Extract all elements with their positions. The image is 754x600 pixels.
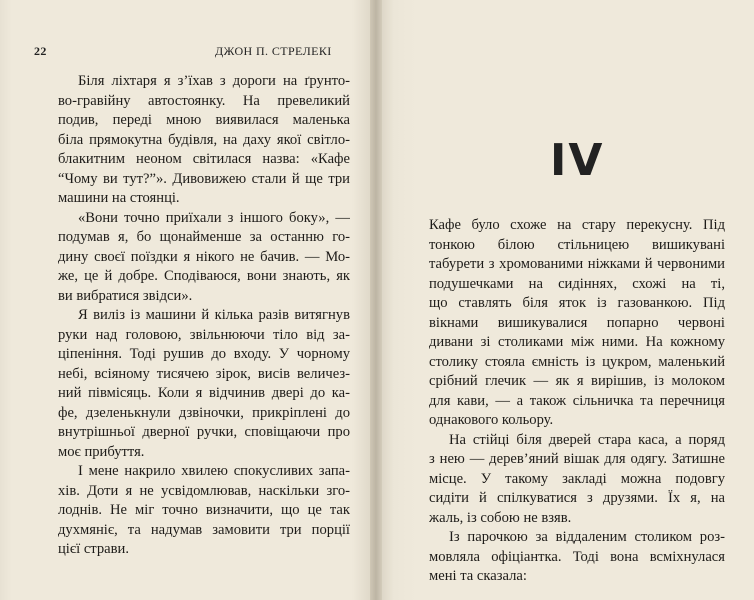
text-line: біла прямокутна будівля, на даху якої світло- [58, 131, 350, 148]
text-line: хів. Доти я не усвідомлював, наскільки зго- [58, 482, 350, 499]
text-line: “Чому ви тут?”». Дивовижею стали й ще три [58, 170, 350, 187]
text-line: руки над головою, звільнюючи тіло від за- [58, 326, 350, 343]
text-line: Біля ліхтаря я з’їхав з дороги на ґрунто- [78, 73, 350, 89]
running-head-author: ДЖОН П. СТРЕЛЕКІ [215, 44, 332, 58]
left-page-text [58, 72, 350, 560]
right-page [376, 0, 754, 600]
text-line: же, це й добре. Сподіваюся, вони знають, як [58, 268, 350, 284]
right-page-text [429, 216, 725, 587]
book-gutter [370, 0, 382, 600]
text-line: «Вони точно приїхали з іншого боку», — [78, 209, 350, 226]
text-line: На стійці біля дверей стара каса, а поряд [449, 431, 725, 448]
text-line: во-гравійну автостоянку. На превеликий [58, 92, 350, 109]
text-line: мені та сказала: [429, 568, 527, 584]
text-line: місце. У такому закладі можна подовгу [429, 470, 725, 487]
text-line: ціпеніння. Тоді рушив до входу. У чорному [58, 346, 350, 362]
text-line: срібний глечик — як я вирішив, із молоком [429, 373, 725, 389]
chapter-number: IV [550, 135, 605, 186]
text-line: Із парочкою за віддаленим столиком роз- [449, 529, 725, 545]
text-line: Кафе було схоже на стару перекусну. Під [429, 217, 725, 233]
text-line: небі, всіяному тисячею зірок, висів величез- [58, 365, 350, 382]
text-line: лоднів. Не міг точно визначити, що це так [58, 502, 350, 518]
text-line: цієї страви. [58, 541, 129, 557]
text-line: моє прибуття. [58, 443, 145, 460]
text-line: вікнами вишикувалися попарно червоні [429, 314, 725, 331]
text-line: з нею — дерев’яний вішак для одягу. Затишне [429, 451, 725, 467]
text-line: ви вибратися звідси». [58, 287, 193, 304]
text-line: дину своєї поїздки я нікого не бачив. — Мо- [58, 248, 350, 265]
text-line: для кави, — а також сільничка та перечниця [429, 392, 725, 409]
text-line: тонкою білою стільницею вишикувані [429, 236, 725, 253]
text-line: фе, дзеленькнули дзвіночки, прикріплені до [58, 404, 350, 421]
text-line: сидіти й спілкуватися з друзями. Їх я, на [429, 490, 725, 506]
text-line: табурети з хромованими ніжками й червоними [429, 256, 725, 272]
text-line: столику стояла ємність із цукром, маленький [429, 353, 725, 370]
text-line: ний півмісяць. Коли я відчинив двері до ка- [58, 385, 350, 401]
text-line: подумав я, бо щонайменше за останню го- [58, 229, 350, 245]
text-line: І мене накрило хвилею спокусливих запа- [78, 463, 350, 479]
text-line: Я виліз із машини й кілька разів витягнув [78, 307, 350, 323]
text-line: машини на стоянці. [58, 190, 180, 206]
text-line: подив, переді мною виявилася маленька [58, 112, 350, 128]
page-number-left: 22 [34, 44, 47, 58]
text-line: внутрішньої дверної ручки, сповіщаючи про [58, 424, 350, 440]
text-line: блакитним неоном світилася назва: «Кафе [58, 151, 350, 167]
text-line: духмяніє, та надумав замовити три порції [58, 521, 350, 538]
text-line: дивани зі столиками між ними. На кожному [429, 334, 725, 350]
text-line: жаль, із собою не взяв. [429, 509, 572, 526]
text-line: що ставлять біля яток із газованкою. Під [429, 295, 725, 311]
text-line: подушечками на сидіннях, схожі на ті, [429, 275, 725, 292]
text-line: мовляла офіціантка. Тоді вона всміхнулася [429, 548, 725, 565]
text-line: однакового кольору. [429, 412, 554, 428]
